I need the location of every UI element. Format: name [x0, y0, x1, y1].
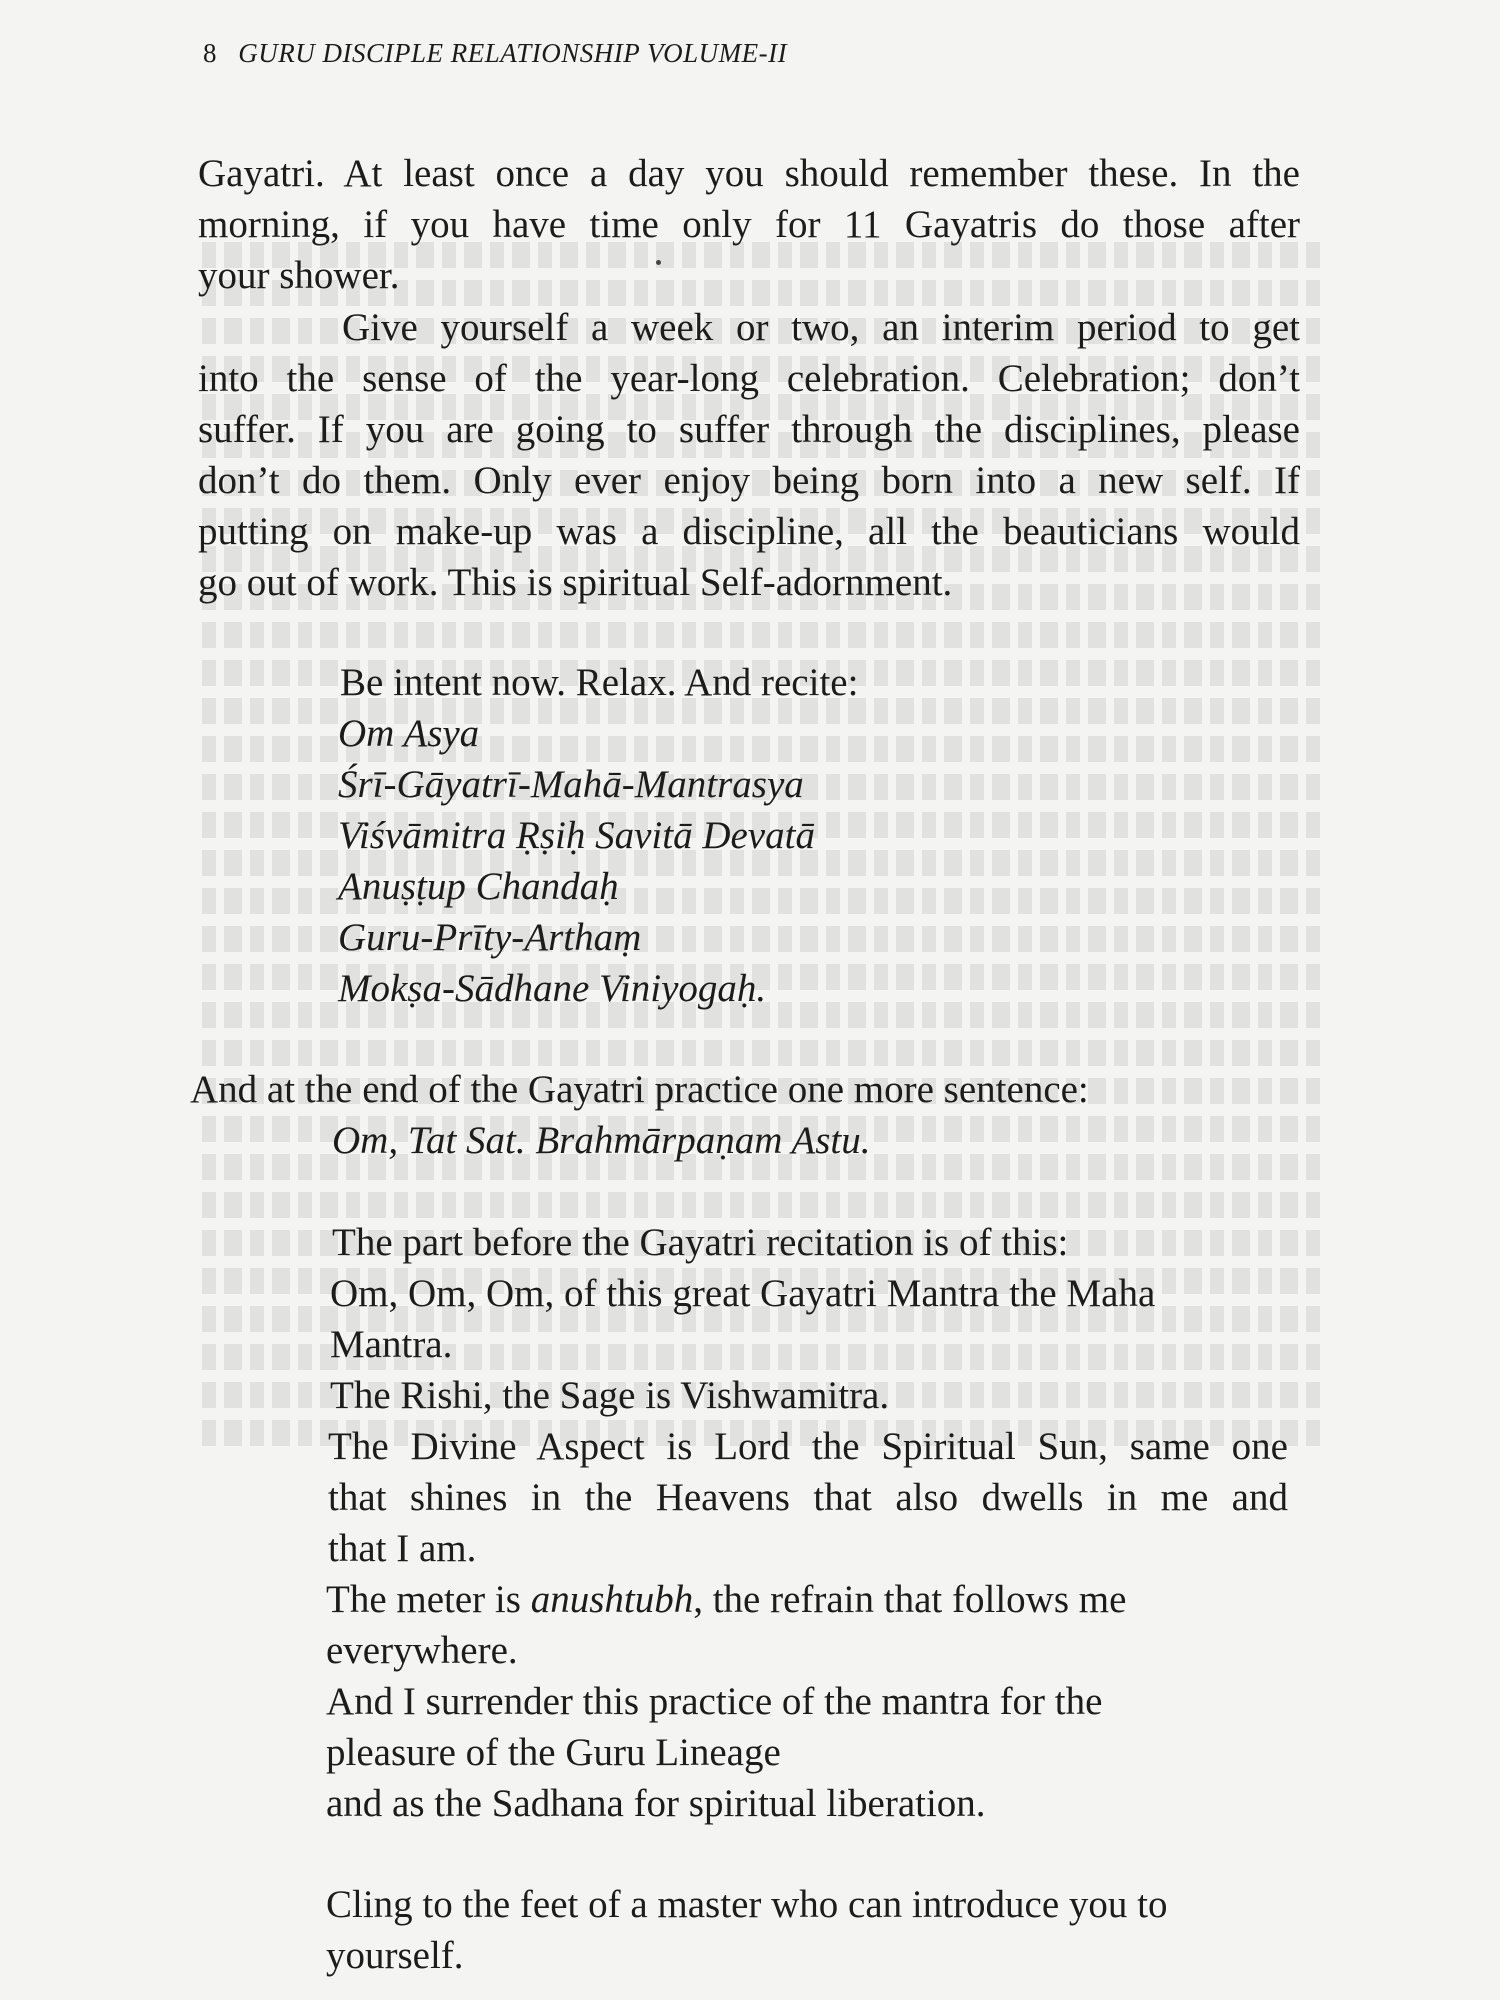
p2-line-6: go out of work. This is spiritual Self-adornment. — [198, 561, 953, 604]
p2-line-3: suffer. If you are going to suffer through the disciplines, please — [198, 408, 1300, 451]
mantra-line-2: Śrī-Gāyatrī-Mahā-Mantrasya — [338, 763, 804, 806]
meter-line — [326, 1574, 1126, 1625]
mantra-line-4: Anuṣṭup Chandaḥ — [338, 865, 619, 908]
recite-intro: Be intent now. Relax. And recite: — [340, 661, 859, 704]
explanation-line-3c: that I am. — [328, 1527, 477, 1570]
surrender-line-2: pleasure of the Guru Lineage — [326, 1731, 781, 1774]
ink-dot — [656, 260, 661, 265]
ending-line: And at the end of the Gayatri practice one more sentence: — [190, 1068, 1089, 1111]
book-title: GURU DISCIPLE RELATIONSHIP VOLUME-II — [238, 38, 788, 68]
p2-line-2: into the sense of the year-long celebration. Celebration; don’t — [198, 357, 1300, 400]
page-number: 8 — [203, 38, 217, 68]
meter-prefix: The meter is — [326, 1578, 531, 1621]
p1-line-3: your shower. — [198, 254, 400, 297]
p1-line-2: morning, if you have time only for 11 Gayatris do those after — [198, 203, 1300, 246]
mantra-line-3: Viśvāmitra Ṛṣiḥ Savitā Devatā — [338, 814, 815, 857]
p2-line-5: putting on make-up was a discipline, all the beauticians would — [198, 510, 1300, 553]
explanation-line-3b: that shines in the Heavens that also dwells in me and — [328, 1476, 1288, 1519]
surrender-line-3: and as the Sadhana for spiritual liberation. — [326, 1782, 986, 1825]
closing-line-1: Cling to the feet of a master who can introduce you to — [326, 1883, 1168, 1926]
p2-line-4: don’t do them. Only ever enjoy being born into a new self. If — [198, 459, 1300, 502]
surrender-line-1: And I surrender this practice of the mantra for the — [326, 1680, 1103, 1723]
explanation-line-3a: The Divine Aspect is Lord the Spiritual Sun, same one — [328, 1425, 1288, 1468]
running-head — [203, 38, 787, 69]
ending-mantra: Om, Tat Sat. Brahmārpaṇam Astu. — [332, 1119, 871, 1162]
meter-term: anushtubh — [530, 1578, 694, 1621]
meter-suffix: , the refrain that follows me — [693, 1578, 1127, 1621]
explanation-line-2: The Rishi, the Sage is Vishwamitra. — [330, 1374, 890, 1417]
p1-line-1: Gayatri. At least once a day you should remember these. In the — [198, 152, 1300, 195]
mantra-line-5: Guru-Prīty-Arthaṃ — [338, 916, 642, 959]
closing-line-2: yourself. — [326, 1934, 464, 1977]
explanation-intro: The part before the Gayatri recitation is of this: — [332, 1221, 1069, 1264]
mantra-line-6: Mokṣa-Sādhane Viniyogaḥ. — [338, 967, 767, 1010]
mantra-line-1: Om Asya — [338, 712, 480, 755]
p2-line-1: Give yourself a week or two, an interim period to get — [342, 306, 1300, 349]
meter-continuation: everywhere. — [326, 1629, 518, 1672]
explanation-line-1b: Mantra. — [330, 1323, 453, 1366]
explanation-line-1a: Om, Om, Om, of this great Gayatri Mantra the Maha — [330, 1272, 1156, 1315]
